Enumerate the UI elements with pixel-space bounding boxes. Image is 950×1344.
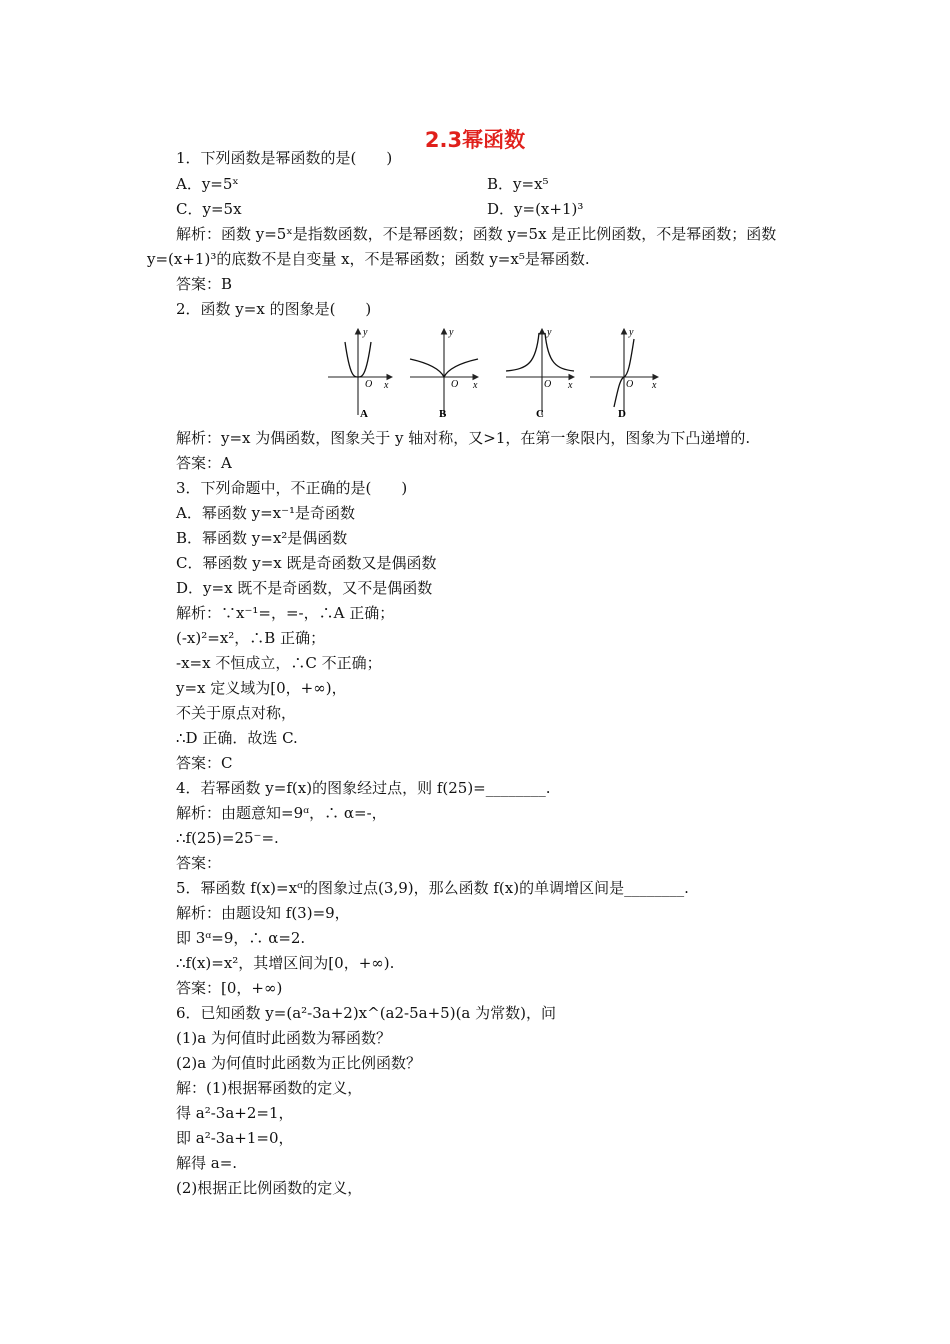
option-3a: A．幂函数 y=x⁻¹是奇函数 (176, 504, 356, 522)
analysis-1-line2: y=(x+1)³的底数不是自变量 x，不是幂函数；函数 y=x⁵是幂函数. (147, 250, 590, 268)
option-3d: D．y=x 既不是奇函数，又不是偶函数 (176, 579, 433, 597)
option-1a: A．y=5ˣ (176, 175, 239, 193)
analysis-2: 解析：y=x 为偶函数，图象关于 y 轴对称，又>1，在第一象限内，图象为下凸递增的. (176, 429, 751, 447)
graph-b-x-label: x (473, 380, 478, 391)
solution-6-line5: (2)根据正比例函数的定义， (176, 1179, 363, 1197)
question-5: 5．幂函数 f(x)=xᵅ的图象过点(3,9)，那么函数 f(x)的单调增区间是________. (176, 879, 689, 897)
analysis-5-line1: 解析：由题设知 f(3)=9， (176, 904, 350, 922)
question-2: 2．函数 y=x 的图象是( ) (176, 300, 372, 318)
graph-a-x-label: x (384, 380, 389, 391)
graph-b (410, 327, 478, 420)
analysis-3-line3: -x=x 不恒成立，∴C 不正确； (176, 654, 382, 672)
analysis-5-line2: 即 3ᵅ=9，∴ α=2. (176, 929, 306, 947)
solution-6-line4: 解得 a=. (176, 1154, 238, 1172)
answer-5: 答案：[0，+∞) (176, 979, 283, 997)
analysis-3-line2: (-x)²=x²，∴B 正确； (176, 629, 326, 647)
question-3: 3．下列命题中，不正确的是( ) (176, 479, 408, 497)
graph-c-label: C (536, 408, 544, 420)
graph-a-label: A (360, 408, 368, 420)
graph-c-origin: O (544, 379, 552, 390)
solution-6-line1: 解：(1)根据幂函数的定义， (176, 1079, 363, 1097)
graph-a-origin: O (365, 379, 373, 390)
option-1d: D．y=(x+1)³ (487, 200, 584, 218)
option-3c: C．幂函数 y=x 既是奇函数又是偶函数 (176, 554, 437, 572)
graph-d-x-label: x (652, 380, 657, 391)
answer-4: 答案： (176, 854, 222, 872)
graph-d (590, 327, 658, 420)
question-6: 6．已知函数 y=(a²-3a+2)x^(a2-5a+5)(a 为常数)，问 (176, 1004, 556, 1022)
answer-1: 答案：B (176, 275, 233, 293)
graph-a-y-label: y (363, 327, 368, 338)
graph-b-label: B (439, 408, 447, 420)
solution-6-line3: 即 a²-3a+1=0， (176, 1129, 294, 1147)
analysis-3-line6: ∴D 正确．故选 C. (176, 729, 298, 747)
analysis-3-line1: 解析：∵x⁻¹=，=-，∴A 正确； (176, 604, 395, 622)
analysis-3-line5: 不关于原点对称， (176, 704, 297, 722)
analysis-4-line1: 解析：由题意知=9ᵅ，∴ α=-， (176, 804, 387, 822)
analysis-3-line4: y=x 定义域为[0，+∞)， (176, 679, 347, 697)
option-1b: B．y=x⁵ (487, 175, 549, 193)
graph-d-y-label: y (629, 327, 634, 338)
graph-c-x-label: x (568, 380, 573, 391)
graph-d-origin: O (626, 379, 634, 390)
question-6-part1: (1)a 为何值时此函数为幂函数？ (176, 1029, 391, 1047)
graph-b-y-label: y (449, 327, 454, 338)
answer-2: 答案：A (176, 454, 232, 472)
option-1c: C．y=5x (176, 200, 242, 218)
option-3b: B．幂函数 y=x²是偶函数 (176, 529, 348, 547)
question-4: 4．若幂函数 y=f(x)的图象经过点，则 f(25)=________. (176, 779, 551, 797)
page-title: 2.3幂函数 (424, 128, 526, 152)
solution-6-line2: 得 a²-3a+2=1， (176, 1104, 294, 1122)
graph-options-figure (324, 325, 660, 429)
question-6-part2: (2)a 为何值时此函数为正比例函数？ (176, 1054, 421, 1072)
graph-c-y-label: y (547, 327, 552, 338)
graph-b-origin: O (451, 379, 459, 390)
analysis-1-line1: 解析：函数 y=5ˣ是指数函数，不是幂函数；函数 y=5x 是正比例函数，不是幂函数；函数 (176, 225, 777, 243)
analysis-5-line3: ∴f(x)=x²，其增区间为[0，+∞). (176, 954, 395, 972)
question-1: 1．下列函数是幂函数的是( ) (176, 149, 393, 167)
graph-d-label: D (618, 408, 626, 420)
graph-c (506, 327, 574, 420)
analysis-4-line2: ∴f(25)=25⁻=. (176, 829, 279, 847)
graph-a (328, 327, 392, 420)
answer-3: 答案：C (176, 754, 233, 772)
